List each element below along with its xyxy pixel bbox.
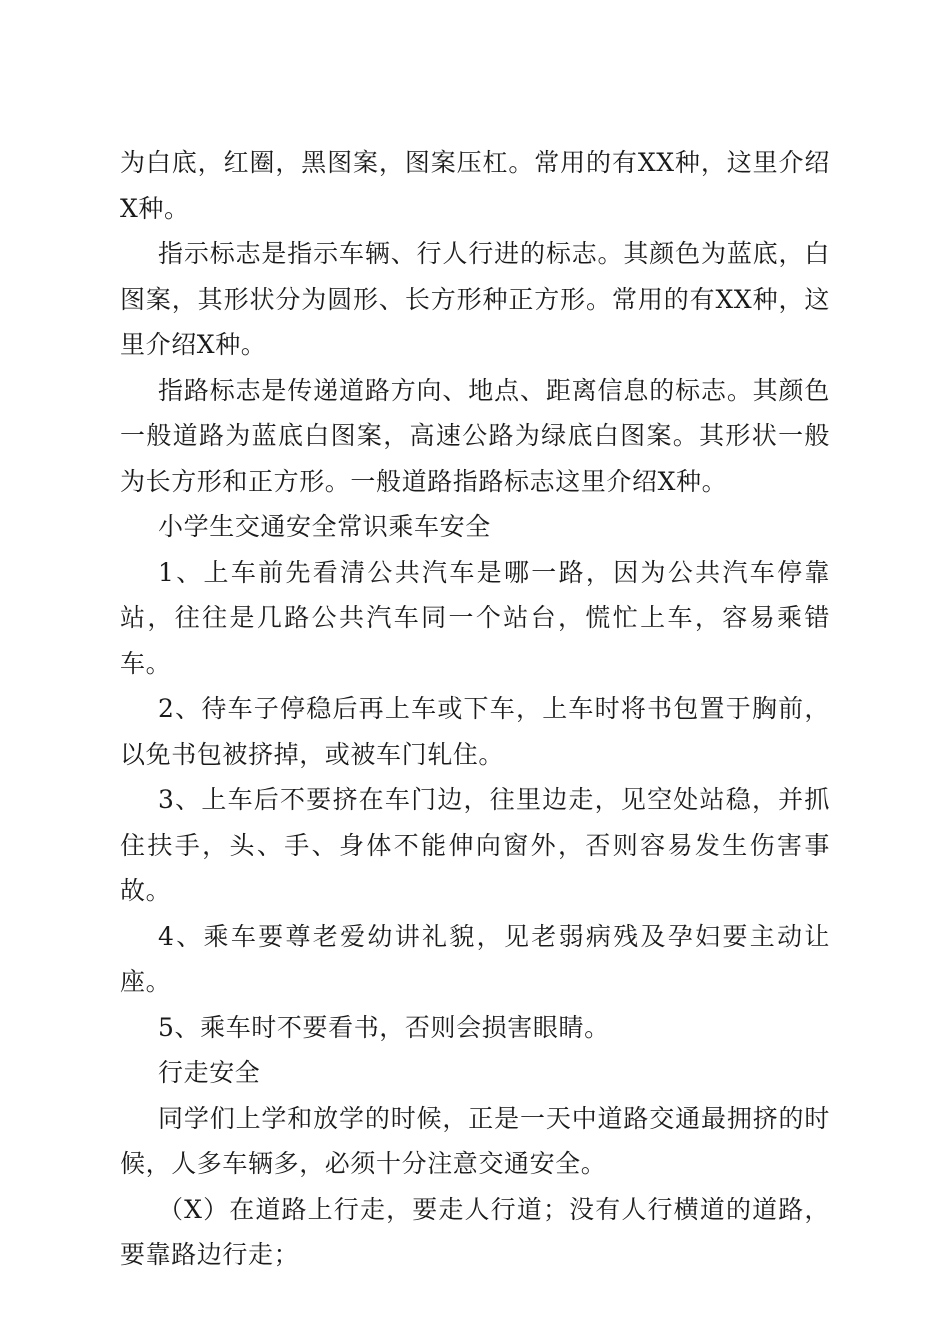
list-item-ride-3: 3、上车后不要挤在车门边，往里边走，见空处站稳，并抓住扶手，头、手、身体不能伸向窗外，否则容易发生伤害事故。 — [120, 785, 830, 905]
list-item-ride-4: 4、乘车要尊老爱幼讲礼貌，见老弱病残及孕妇要主动让座。 — [120, 921, 830, 996]
paragraph-walk-intro: 同学们上学和放学的时候，正是一天中道路交通最拥挤的时候，人多车辆多，必须十分注意交通安全。 — [120, 1103, 830, 1178]
list-item-ride-5: 5、乘车时不要看书，否则会损害眼睛。 — [158, 1012, 610, 1042]
list-item-ride-1: 1、上车前先看清公共汽车是哪一路，因为公共汽车停靠站，往往是几路公共汽车同一个站台，慌忙上车，容易乘错车。 — [120, 557, 830, 678]
document-body — [120, 140, 830, 1278]
list-item-ride-2: 2、待车子停稳后再上车或下车，上车时将书包置于胸前，以免书包被挤掉，或被车门轧住。 — [120, 694, 830, 769]
section-heading-ride-safety: 小学生交通安全常识乘车安全 — [158, 512, 491, 541]
list-item-walk-1: （X）在道路上行走，要走人行道；没有人行横道的道路，要靠路边行走； — [120, 1194, 830, 1269]
paragraph-guide-sign: 指路标志是传递道路方向、地点、距离信息的标志。其颜色一般道路为蓝底白图案，高速公路为绿底白图案。其形状一般为长方形和正方形。一般道路指路标志这里介绍X种。 — [120, 375, 830, 496]
paragraph-indication-sign: 指示标志是指示车辆、行人行进的标志。其颜色为蓝底，白图案，其形状分为圆形、长方形种正方形。常用的有XX种，这里介绍X种。 — [120, 239, 830, 359]
paragraph-prohibition-sign-continued: 为白底，红圈，黑图案，图案压杠。常用的有XX种，这里介绍X种。 — [120, 148, 830, 223]
section-heading-walk-safety: 行走安全 — [158, 1058, 261, 1087]
